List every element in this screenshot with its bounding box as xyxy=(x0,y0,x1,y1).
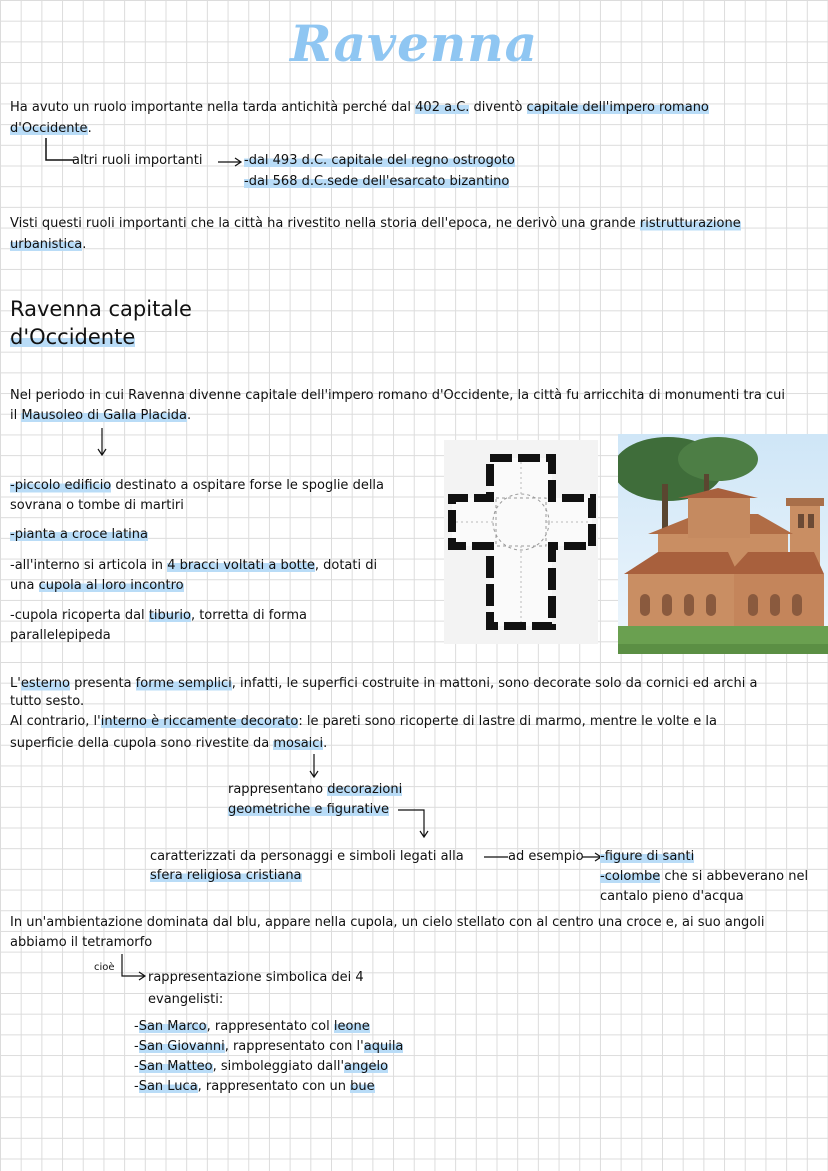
section-heading-line-2: d'Occidente xyxy=(10,325,136,349)
section-heading-line-1: Ravenna capitale xyxy=(10,297,192,321)
example-1: -figure di santi xyxy=(600,849,695,864)
bullet-2: -pianta a croce latina xyxy=(10,527,148,542)
branch-arrow-icon xyxy=(118,954,148,984)
role-2: -dal 568 d.C.sede dell'esarcato bizantino xyxy=(244,174,510,189)
example-2: -colombe che si abbeverano nel xyxy=(600,869,809,884)
bullet-4-line-2: parallelepipeda xyxy=(10,628,111,643)
example-2-line-2: cantalo pieno d'acqua xyxy=(600,889,744,904)
bullet-1: -piccolo edificio destinato a ospitare forse le spoglie della xyxy=(10,478,385,493)
arrow-down-icon xyxy=(308,754,320,780)
paragraph-3-line-2: il Mausoleo di Galla Placida. xyxy=(10,408,192,423)
bullet-3-line-2: una cupola al loro incontro xyxy=(10,578,184,593)
branch-arrow-icon xyxy=(40,138,76,166)
mausoleum-photo xyxy=(618,434,828,654)
floor-plan-image xyxy=(444,440,598,644)
cioe-label: cioè xyxy=(94,962,115,973)
example-label: ad esempio xyxy=(508,849,584,864)
paragraph-2-line-1: Visti questi ruoli importanti che la città ha rivestito nella storia dell'epoca, ne derivò una grande ristrutturazione xyxy=(10,216,741,231)
paragraph-4-line-3: Al contrario, l'interno è riccamente decorato: le pareti sono ricoperte di lastre di marmo, mentre le volte e la xyxy=(10,714,718,729)
evangelist-3: -San Matteo, simboleggiato dall'angelo xyxy=(134,1059,389,1074)
intro-line-1: Ha avuto un ruolo importante nella tarda antichità perché dal 402 a.C. diventò capitale dell'impero romano xyxy=(10,100,709,115)
paragraph-3-line-1: Nel periodo in cui Ravenna divenne capitale dell'impero romano d'Occidente, la città fu arricchita di monumenti tra cui xyxy=(10,388,785,403)
characterized-line-2: sfera religiosa cristiana xyxy=(150,868,302,883)
bullet-3: -all'interno si articola in 4 bracci voltati a botte, dotati di xyxy=(10,558,378,573)
tetramorfo-desc-1: rappresentazione simbolica dei 4 xyxy=(148,970,364,985)
page-title: Ravenna xyxy=(289,14,539,73)
connector-line xyxy=(484,852,510,862)
intro-line-2: d'Occidente. xyxy=(10,121,92,136)
tetramorfo-desc-2: evangelisti: xyxy=(148,992,224,1007)
paragraph-4-line-2: tutto sesto. xyxy=(10,694,85,709)
arrow-down-icon xyxy=(96,428,108,458)
evangelist-2: -San Giovanni, rappresentato con l'aquila xyxy=(134,1039,404,1054)
characterized-line-1: caratterizzati da personaggi e simboli legati alla xyxy=(150,849,464,864)
represent-line-2: geometriche e figurative xyxy=(228,802,389,817)
evangelist-1: -San Marco, rappresentato col leone xyxy=(134,1019,370,1034)
arrow-right-icon xyxy=(218,157,244,167)
paragraph-4-line-1: L'esterno presenta forme semplici, infatti, le superfici costruite in mattoni, sono decorate solo da cornici ed archi a xyxy=(10,676,758,691)
represent-line-1: rappresentano decorazioni xyxy=(228,782,403,797)
evangelist-4: -San Luca, rappresentato con un bue xyxy=(134,1079,375,1094)
bullet-4: -cupola ricoperta dal tiburio, torretta di forma xyxy=(10,608,307,623)
arrow-down-icon xyxy=(396,806,432,840)
other-roles-label: altri ruoli importanti xyxy=(72,153,203,168)
bullet-1-line-2: sovrana o tombe di martiri xyxy=(10,498,184,513)
paragraph-2-line-2: urbanistica. xyxy=(10,237,87,252)
paragraph-5-line-1: In un'ambientazione dominata dal blu, appare nella cupola, un cielo stellato con al centro una croce e, ai suo angoli xyxy=(10,915,765,930)
role-1: -dal 493 d.C. capitale del regno ostrogoto xyxy=(244,153,515,168)
paragraph-5-line-2: abbiamo il tetramorfo xyxy=(10,935,153,950)
paragraph-4-line-4: superficie della cupola sono rivestite da mosaici. xyxy=(10,736,328,751)
